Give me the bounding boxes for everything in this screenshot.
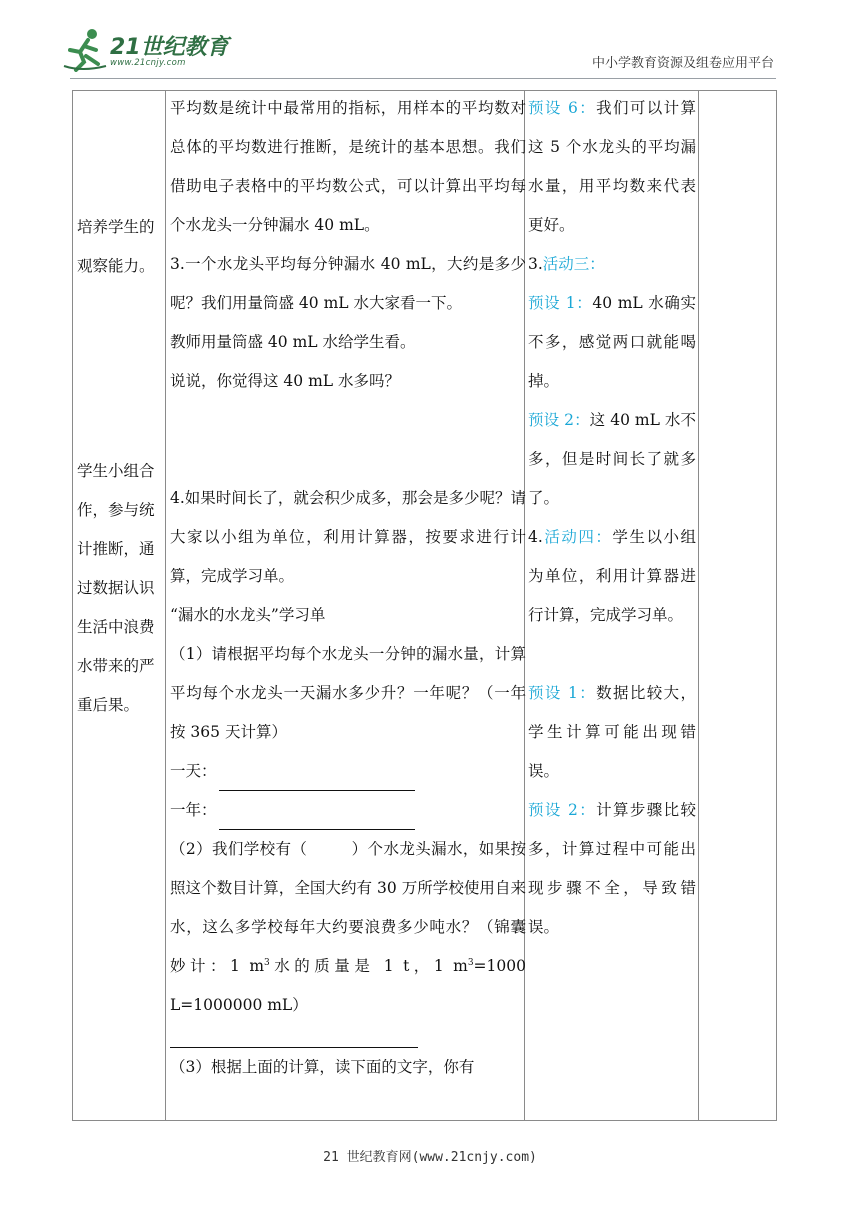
question-2-answer-blank[interactable] — [170, 1025, 418, 1048]
runner-icon — [62, 26, 108, 72]
paragraph-step3: 3.一个水龙头平均每分钟漏水 40 mL，大约是多少呢？我们用量筒盛 40 mL 水大家看一下。 — [170, 255, 526, 312]
paragraph-step4: 4.如果时间长了，就会积少成多，那会是多少呢？请大家以小组为单位，利用计算器，按要求进行计算，完成学习单。 — [170, 489, 526, 585]
preset-text: 这 40 mL 水不多，但是时间长了就多了。 — [528, 411, 696, 507]
objective-line: 水带来的严 — [77, 657, 155, 675]
activity-number: 4. — [528, 528, 543, 546]
activity-4 — [528, 518, 696, 635]
activity-3-preset-2 — [528, 401, 696, 518]
objective-line: 作，参与统 — [77, 501, 155, 519]
site-logo[interactable] — [62, 26, 232, 74]
logo-text: 21世纪教育 — [110, 35, 229, 60]
objective-cell-2 — [77, 452, 165, 725]
objective-line: 观察能力。 — [77, 257, 155, 275]
year-answer-blank[interactable] — [219, 801, 415, 830]
activity-label: 活动四： — [542, 528, 613, 546]
preset-label: 预设 1： — [528, 684, 597, 702]
lesson-table — [72, 90, 777, 1121]
question-2-part: =1000 L=1000000 mL） — [170, 957, 526, 1014]
page-footer: 21 世纪教育网(www.21cnjy.com) — [323, 1150, 537, 1165]
objective-line: 重后果。 — [77, 696, 140, 714]
objective-line: 生活中浪费 — [77, 618, 155, 636]
preset-text: 40 mL 水确实不多，感觉两口就能喝掉。 — [528, 294, 696, 390]
paragraph-average: 平均数是统计中最常用的指标，用样本的平均数对总体的平均数进行推断，是统计的基本思想。我们借助电子表格中的平均数公式，可以计算出平均每个水龙头一分钟漏水 40 mL。 — [170, 99, 526, 234]
student-activity-cell — [528, 89, 696, 947]
objective-line: 计推断，通 — [77, 540, 155, 558]
preset-label: 预设 2： — [528, 411, 590, 429]
platform-title: 中小学教育资源及组卷应用平台 — [591, 56, 774, 71]
superscript: 3 — [264, 957, 270, 968]
question-3: （3）根据上面的计算，读下面的文字，你有 — [170, 1058, 475, 1076]
objective-cell-1 — [77, 208, 165, 286]
objective-line: 学生小组合 — [77, 462, 155, 480]
year-answer-row — [170, 791, 526, 830]
day-label: 一天： — [170, 762, 217, 780]
question-2-part: ）个水龙头漏水，如果按照这个数目计算，全国大约有 30 万所学校使用自来水，这么多学校每年大约要浪费多少吨水？（锦囊妙计：1 m — [170, 840, 526, 975]
activity-text: 学生以小组为单位，利用计算器进行计算，完成学习单。 — [528, 528, 696, 624]
preset-label: 预设 6： — [528, 99, 597, 117]
preset-label: 预设 1： — [528, 294, 593, 312]
preset-6 — [528, 89, 696, 245]
logo-url: www.21cnjy.com — [110, 58, 186, 68]
question-2-part: （2）我们学校有（ — [170, 840, 308, 858]
objective-line: 培养学生的 — [77, 218, 155, 236]
preset-text: 计算步骤比较多，计算过程中可能出现步骤不全，导致错误。 — [528, 801, 696, 936]
paragraph-discuss: 说说，你觉得这 40 mL 水多吗？ — [170, 372, 400, 390]
objective-line: 过数据认识 — [77, 579, 155, 597]
header-divider — [70, 78, 776, 79]
day-answer-blank[interactable] — [219, 762, 415, 791]
activity-number: 3. — [528, 255, 543, 273]
year-label: 一年： — [170, 801, 217, 819]
column-divider — [698, 91, 699, 1120]
question-2 — [170, 830, 526, 1025]
worksheet-title: “漏水的水龙头”学习单 — [170, 606, 326, 624]
question-2-part: 水的质量是 1 t，1 m — [269, 957, 468, 975]
activity-label: 活动三： — [542, 255, 605, 273]
teaching-process-cell — [170, 89, 526, 1087]
preset-label: 预设 2： — [528, 801, 597, 819]
preset-text: 数据比较大，学生计算可能出现错误。 — [528, 684, 696, 780]
activity-4-preset-1 — [528, 674, 696, 791]
question-1: （1）请根据平均每个水龙头一分钟的漏水量，计算平均每个水龙头一天漏水多少升？一年呢？（一年按 365 天计算） — [170, 645, 526, 741]
column-divider — [165, 91, 166, 1120]
paragraph-teacher: 教师用量筒盛 40 mL 水给学生看。 — [170, 333, 416, 351]
activity-3 — [528, 245, 696, 284]
superscript: 3 — [467, 957, 474, 968]
page-header — [0, 0, 860, 82]
preset-text: 我们可以计算这 5 个水龙头的平均漏水量，用平均数来代表更好。 — [528, 99, 696, 234]
activity-4-preset-2 — [528, 791, 696, 947]
activity-3-preset-1 — [528, 284, 696, 401]
day-answer-row — [170, 752, 526, 791]
